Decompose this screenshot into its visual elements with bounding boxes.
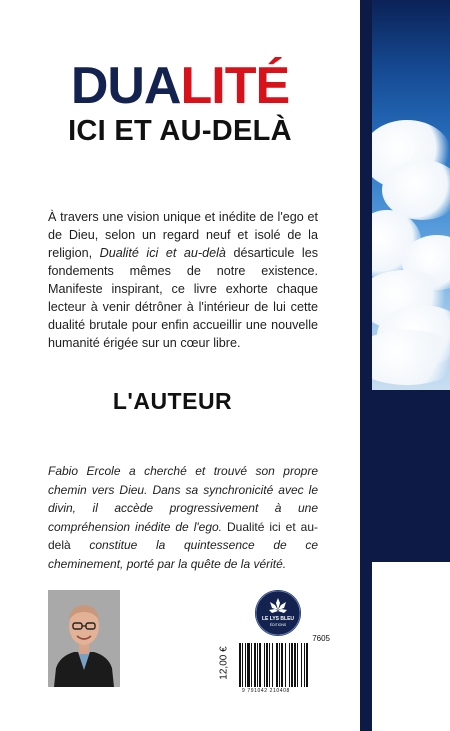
- price-label: [210, 640, 238, 686]
- book-spine: [360, 0, 372, 731]
- sky-cloud-image: [372, 0, 450, 390]
- barcode-number: 9 791042 210408: [242, 688, 290, 694]
- price-text: 12,00 €: [218, 646, 230, 680]
- author-heading: L'AUTEUR: [112, 388, 233, 414]
- author-bio: Fabio Ercole a cherché et trouvé son propre chemin vers Dieu. Dans sa synchronicité avec le divin, il accède progressivement à une compréhension inédite de l'ego. Dualité ici et au-delà constitue la quintessence de ce cheminement, porté par la quête de la vérité.: [48, 464, 319, 571]
- publisher-name: LE LYS BLEU: [261, 616, 295, 622]
- title-dua: DUA: [70, 57, 181, 115]
- lily-icon: [255, 590, 301, 636]
- publisher-sub: ÉDITIONS: [269, 623, 287, 627]
- author-photo: [48, 590, 120, 687]
- book-summary: À travers une vision unique et inédite de l'ego et de Dieu, selon un regard neuf et isolé de la religion, Dualité ici et au-delà désarticule les fondements mêmes de notre existence. Manifeste inspirant, ce livre exhorte chaque lecteur à venir détrôner à l'intérieur de lui cette dualité brutale pour enfin accueillir une nouvelle humanité érigée sur un cœur libre.: [48, 210, 318, 350]
- summary-title-italic: Dualité ici et au-delà: [99, 246, 226, 260]
- bio-book-title: Dualité ici et au-delà: [48, 519, 319, 552]
- book-title: [0, 58, 360, 148]
- front-cover-white-panel: [372, 562, 450, 731]
- product-code: 7605: [312, 634, 330, 643]
- barcode: [238, 643, 330, 687]
- book-subtitle: ICI ET AU-DELÀ: [68, 115, 292, 147]
- publisher-logo: [255, 590, 301, 636]
- title-lite: LITÉ: [180, 57, 290, 115]
